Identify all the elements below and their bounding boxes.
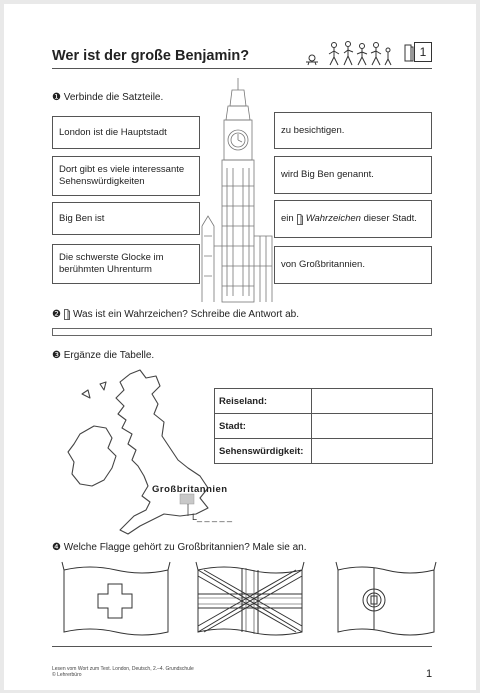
sentence-suffix: dieser Stadt. [363,213,417,224]
sentence-part-right-2[interactable] [274,156,432,194]
page-badge: 1 [414,42,432,62]
task-instruction: Was ist ein Wahrzeichen? Schreibe die Antwort ab. [72,309,300,320]
task-instruction: Verbinde die Satzteile. [63,92,164,103]
bookmark-icon [404,44,414,62]
map-label-great-britain: Großbritannien [152,484,228,495]
big-ben-illustration [194,76,284,302]
sentence-part-left-1[interactable] [52,116,200,149]
task-2-heading [52,309,299,320]
sentence-text: zu besichtigen. [281,124,345,136]
task-3-heading [52,350,154,361]
task-number: ❶ [52,92,61,103]
sentence-text: wird Big Ben genannt. [281,169,374,180]
sentence-text: von Großbritannien. [281,259,365,270]
walking-people-illustration [304,40,404,66]
table-label: Sehenswürdigkeit: [215,439,312,464]
header-rule [52,68,432,69]
table-label: Stadt: [215,414,312,439]
footer-line: © Lehrerbüro [52,672,82,678]
task-1-heading [52,92,163,103]
sentence-text: Die schwerste Glocke im berühmten Uhrenturm [59,252,164,275]
task-number: ❷ [52,309,61,320]
sentence-text: Dort gibt es viele interessante Sehenswürdigkeiten [59,164,185,187]
footer-rule [52,646,432,647]
table-label: Reiseland: [215,389,312,414]
sentence-part-right-4[interactable] [274,246,432,284]
task-4-heading [52,542,306,553]
london-marker-box [180,494,194,504]
task-instruction: Ergänze die Tabelle. [63,350,155,361]
table-row [215,389,433,414]
table-answer-cell[interactable] [312,439,433,464]
sentence-part-right-1[interactable] [274,112,432,149]
page-number: 1 [426,668,433,680]
table-row [215,439,433,464]
sentence-part-left-3[interactable] [52,202,200,235]
flag-switzerland[interactable] [60,560,172,640]
sentence-text: Big Ben ist [59,212,105,224]
sentence-text: London ist die Hauptstadt [59,126,167,138]
footer-credits [52,666,194,678]
task-number: ❹ [52,542,61,553]
flag-portugal[interactable] [334,560,438,640]
bookmark-icon [297,214,303,225]
city-letter-hint: L_ _ _ _ _ [192,512,233,522]
answer-line[interactable] [52,328,432,336]
worksheet-page [4,4,476,690]
footer-line: Lesen vom Wort zum Text. London, Deutsch, 2.–4. Grundschule [52,666,194,672]
sentence-part-right-3[interactable] [274,200,432,238]
task-instruction: Welche Flagge gehört zu Großbritannien? Male sie an. [63,542,307,553]
info-table [214,388,433,464]
table-row [215,414,433,439]
flag-united-kingdom[interactable] [194,560,306,640]
keyword-wahrzeichen: Wahrzeichen [305,213,361,224]
table-answer-cell[interactable] [312,414,433,439]
sentence-prefix: ein [281,213,294,224]
sentence-part-left-2[interactable] [52,156,200,196]
task-number: ❸ [52,350,61,361]
sentence-part-left-4[interactable] [52,244,200,284]
table-answer-cell[interactable] [312,389,433,414]
bookmark-icon [64,309,70,320]
page-title: Wer ist der große Benjamin? [52,48,250,64]
